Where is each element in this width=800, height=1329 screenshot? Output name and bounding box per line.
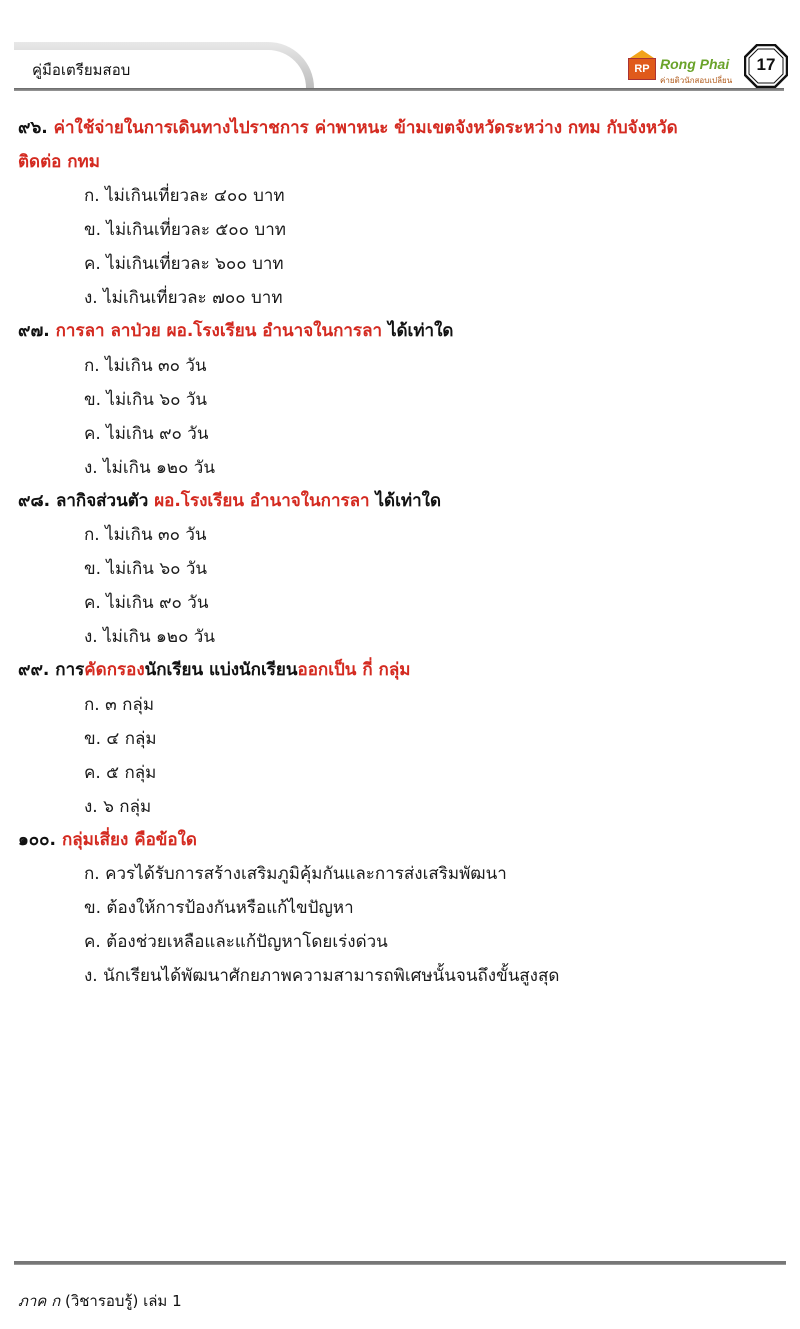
answer-option: ข. ไม่เกินเที่ยวละ ๕๐๐ บาท [84,220,286,240]
question-number: ๙๗. [18,321,50,341]
answer-option: ง. นักเรียนได้พัฒนาศักยภาพความสามารถพิเศษนั้นจนถึงขั้นสูงสุด [84,966,560,986]
answer-option: ง. ไม่เกิน ๑๒๐ วัน [84,627,215,647]
question-text: กลุ่มเสี่ยง คือข้อใด [61,829,197,850]
answer-option: ข. ๔ กลุ่ม [84,728,157,749]
answer-option: ก. ไม่เกินเที่ยวละ ๔๐๐ บาท [84,186,285,206]
question-1 [18,315,778,349]
question-number: ๙๘. [18,490,51,511]
answer-option: ง. ไม่เกินเที่ยวละ ๗๐๐ บาท [84,288,283,308]
question-number: ๑๐๐. [18,829,57,850]
question-number: ๙๖. [18,118,48,138]
page-header [0,0,800,100]
answer-option: ค. ต้องช่วยเหลือและแก้ปัญหาโดยเร่งด่วน [84,932,388,952]
question-text: ลากิจส่วนตัว [55,490,155,511]
question-number: ๙๙. [18,660,50,680]
footer-divider [14,1261,786,1265]
answer-option: ข. ต้องให้การป้องกันหรือแก้ไขปัญหา [84,898,354,918]
header-divider [14,88,784,91]
answer-option: ค. ไม่เกิน ๙๐ วัน [84,593,209,613]
answer-option: ข. ไม่เกิน ๖๐ วัน [84,559,208,579]
question-text: ออกเป็น กี่ กลุ่ม [297,660,411,680]
footer-subject: (วิชารอบรู้) เล่ม 1 [60,1292,182,1310]
answer-option: ก. ไม่เกิน ๓๐ วัน [84,525,207,545]
question-text: ค่าใช้จ่ายในการเดินทางไปราชการ ค่าพาหนะ ข้ามเขตจังหวัดระหว่าง กทม กับจังหวัด [53,118,678,138]
question-text: คัดกรอง [84,660,145,680]
question-text: การ [55,660,85,680]
footer-part: ภาค ก [18,1292,61,1310]
answer-option: ก. ไม่เกิน ๓๐ วัน [84,355,207,376]
answer-option: ค. ๕ กลุ่ม [84,762,157,783]
logo-subtitle: ค่ายติวนักสอบเปลี่ยน [660,76,733,85]
rong-phai-logo [628,54,738,86]
answer-option: ค. ไม่เกิน ๙๐ วัน [84,423,209,444]
question-text: ได้เท่าใด [369,490,442,511]
answer-option: ง. ๖ กลุ่ม [84,796,152,817]
question-list [0,112,800,993]
page-number: 17 [756,55,776,74]
question-2 [18,485,778,519]
question-text: ผอ.โรงเรียน อำนาจในการลา [154,490,370,511]
answer-option: ค. ไม่เกินเที่ยวละ ๖๐๐ บาท [84,254,284,274]
answer-option: ข. ไม่เกิน ๖๐ วัน [84,389,208,410]
question-text: ได้เท่าใด [382,321,454,341]
question-3 [18,654,778,688]
header-title: คู่มือเตรียมสอบ [32,61,131,79]
question-text: นักเรียน แบ่งนักเรียน [144,660,298,680]
question-4 [18,824,778,858]
logo-house-icon: RP [628,58,656,80]
question-text: การลา ลาป่วย ผอ.โรงเรียน อำนาจในการลา [55,321,383,341]
footer-text [18,1289,182,1313]
logo-text: Rong Phai [660,56,730,72]
question-0 [18,112,778,146]
answer-option: ง. ไม่เกิน ๑๒๐ วัน [84,457,215,478]
question-text-continued: ติดต่อ กทม [18,151,100,172]
answer-option: ก. ควรได้รับการสร้างเสริมภูมิคุ้มกันและการส่งเสริมพัฒนา [84,864,507,884]
page-number-badge [744,44,788,88]
answer-option: ก. ๓ กลุ่ม [84,694,155,715]
